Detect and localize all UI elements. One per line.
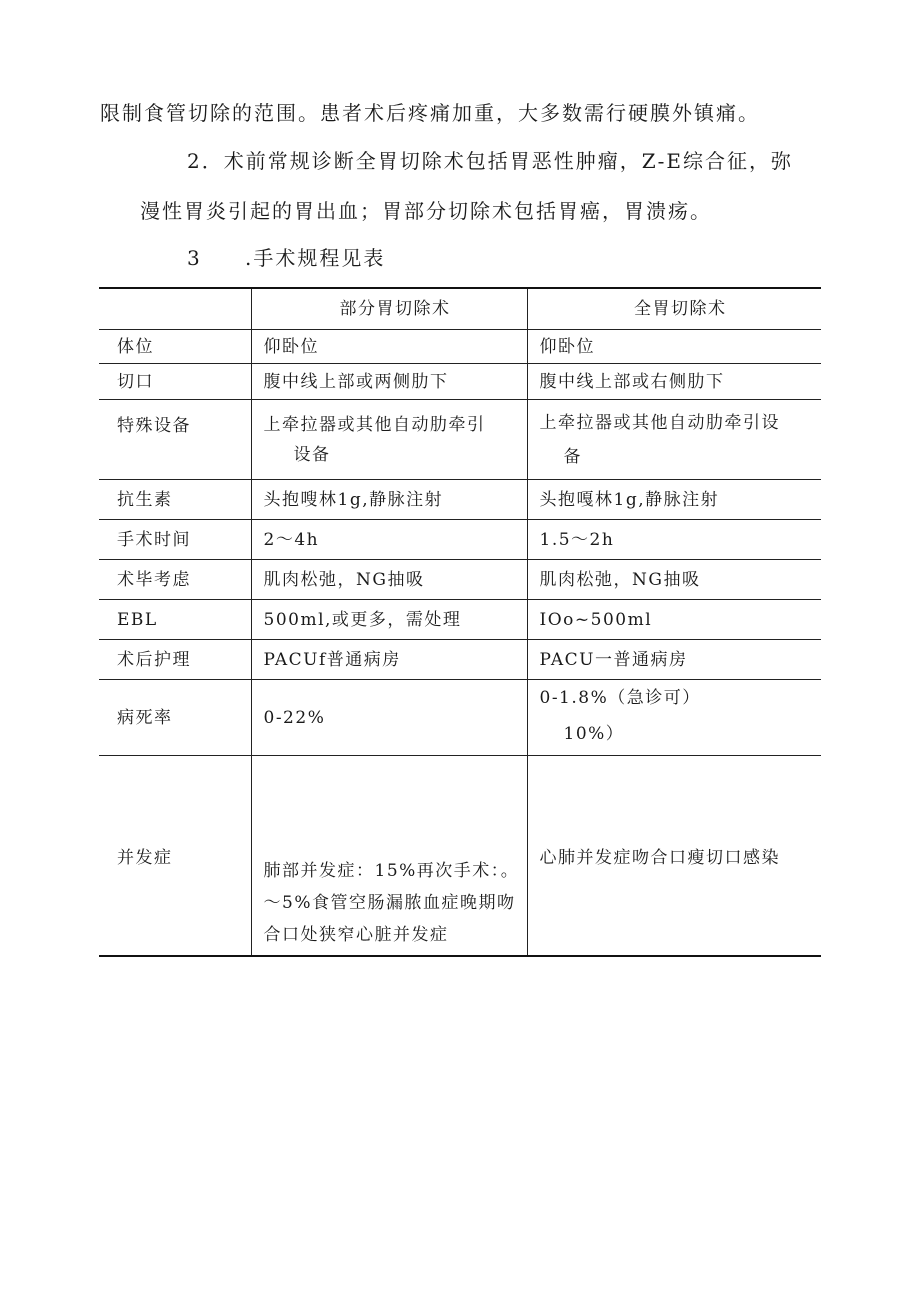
partial-cell: 腹中线上部或两侧肋下 (251, 364, 527, 400)
partial-line-1: 上牵拉器或其他自动肋牵引 (263, 414, 486, 435)
caption-text: .手术规程见表 (245, 246, 386, 270)
table-row (99, 756, 821, 956)
total-cell: 心肺并发症吻合口瘦切口感染 (527, 756, 821, 956)
header-partial-gastrectomy: 部分胃切除术 (251, 288, 527, 330)
row-label: 切口 (99, 364, 251, 400)
table-row (99, 560, 821, 600)
total-cell: 仰卧位 (527, 330, 821, 364)
paragraph-3: 漫性胃炎引起的胃出血；胃部分切除术包括胃癌，胃溃疡。 (140, 199, 712, 223)
caption-number: 3 (187, 246, 202, 270)
total-cell: PACU一普通病房 (527, 640, 821, 680)
table-caption (187, 245, 385, 271)
partial-cell: PACUf普通病房 (251, 640, 527, 680)
table-header-row (99, 288, 821, 330)
total-cell: 1.5～2h (527, 520, 821, 560)
procedure-table (99, 287, 821, 957)
header-empty-cell (99, 288, 251, 330)
partial-cell: 仰卧位 (251, 330, 527, 364)
total-cell (527, 680, 821, 756)
total-cell: IOo~500ml (527, 600, 821, 640)
partial-cell (251, 400, 527, 480)
table-row (99, 520, 821, 560)
paragraph-1: 限制食管切除的范围。患者术后疼痛加重，大多数需行硬膜外镇痛。 (100, 101, 760, 125)
partial-cell: 头抱嗖林1g,静脉注射 (251, 480, 527, 520)
total-line-1: 0-1.8%（急诊可） (539, 688, 701, 708)
total-line-2: 备 (563, 446, 582, 467)
partial-cell: 肌肉松弛，NG抽吸 (251, 560, 527, 600)
partial-cell: 2～4h (251, 520, 527, 560)
table-row (99, 330, 821, 364)
table-row (99, 400, 821, 480)
total-line-1: 上牵拉器或其他自动肋牵引设 (539, 412, 780, 433)
partial-cell: 0-22% (251, 680, 527, 756)
total-cell: 肌肉松弛，NG抽吸 (527, 560, 821, 600)
partial-cell: 500ml,或更多，需处理 (251, 600, 527, 640)
row-label: 术毕考虑 (99, 560, 251, 600)
table-row (99, 480, 821, 520)
paragraph-2: 2．术前常规诊断全胃切除术包括胃恶性肿瘤，Z-E综合征，弥 (187, 149, 793, 173)
row-label: 手术时间 (99, 520, 251, 560)
total-cell: 头抱嘎林1g,静脉注射 (527, 480, 821, 520)
table-row (99, 640, 821, 680)
partial-line-2: 设备 (293, 444, 331, 465)
table-row (99, 600, 821, 640)
header-total-gastrectomy: 全胃切除术 (527, 288, 821, 330)
row-label: 特殊设备 (99, 400, 251, 480)
row-label: 病死率 (99, 680, 251, 756)
total-cell: 腹中线上部或右侧肋下 (527, 364, 821, 400)
row-label: 抗生素 (99, 480, 251, 520)
total-cell (527, 400, 821, 480)
table-row (99, 364, 821, 400)
partial-cell: 肺部并发症：15%再次手术：。～5%食管空肠漏脓血症晚期吻合口处狭窄心脏并发症 (251, 756, 527, 956)
table-row (99, 680, 821, 756)
row-label: 术后护理 (99, 640, 251, 680)
total-line-2: 10%） (563, 724, 625, 744)
row-label: 并发症 (99, 756, 251, 956)
row-label: EBL (99, 600, 251, 640)
row-label: 体位 (99, 330, 251, 364)
